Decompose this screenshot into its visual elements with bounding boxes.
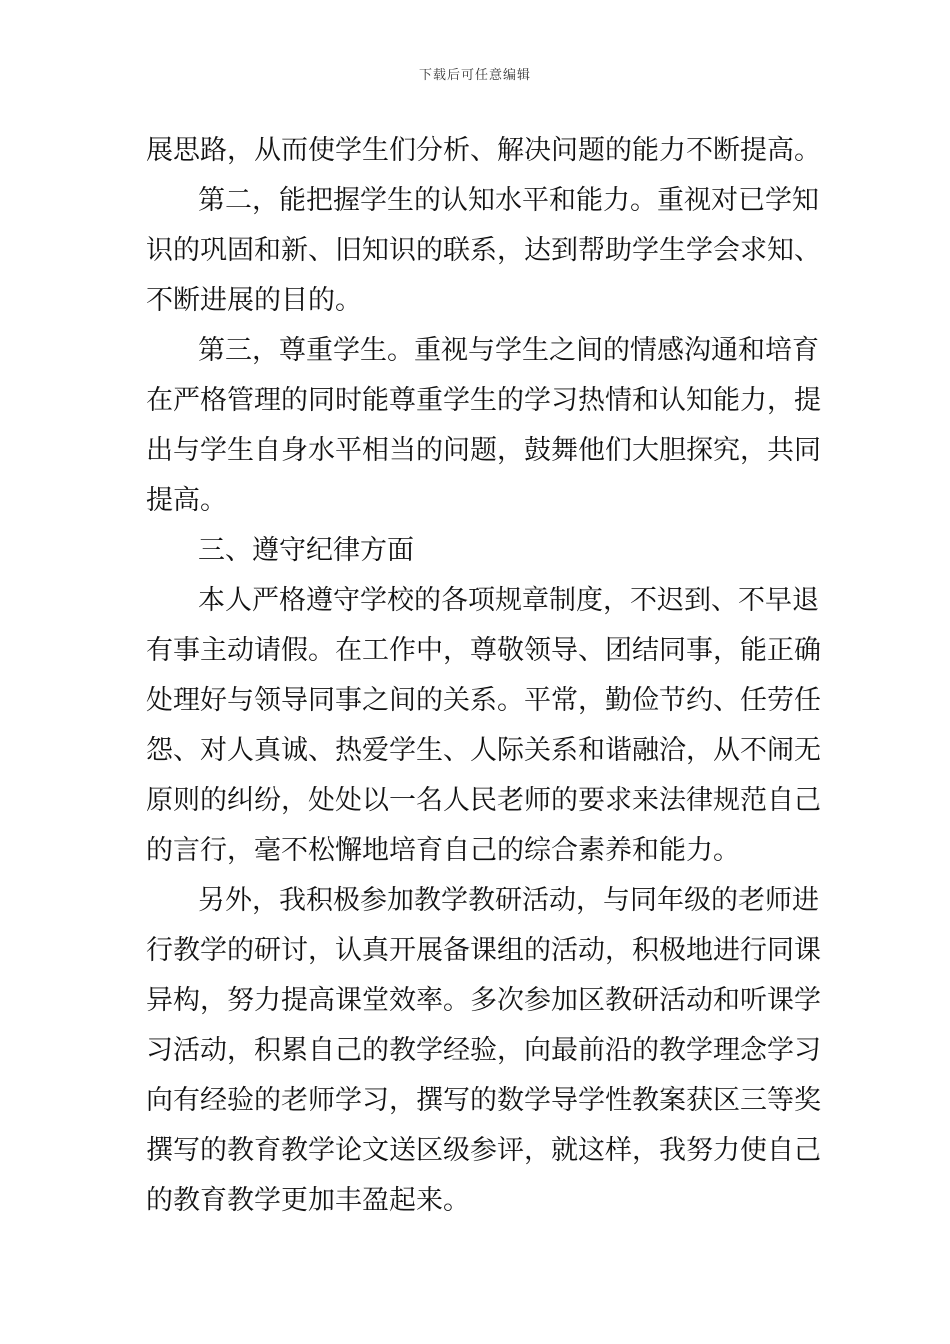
text-line: 撰写的教育教学论文送区级参评，就这样，我努力使自己 <box>146 1135 821 1166</box>
document-body <box>146 126 821 1226</box>
text-line: 处理好与领导同事之间的关系。平常，勤俭节约、任劳任 <box>146 685 821 716</box>
text-line: 第三，尊重学生。重视与学生之间的情感沟通和培育 <box>198 335 819 366</box>
text-line: 习活动，积累自己的教学经验，向最前沿的教学理念学习 <box>146 1035 821 1066</box>
text-line: 的教育教学更加丰盈起来。 <box>146 1185 470 1216</box>
text-line: 怨、对人真诚、热爱学生、人际关系和谐融洽，从不闹无 <box>146 735 821 766</box>
text-line: 在严格管理的同时能尊重学生的学习热情和认知能力，提 <box>146 385 821 416</box>
text-line: 展思路，从而使学生们分析、解决问题的能力不断提高。 <box>146 135 821 166</box>
section-heading: 三、遵守纪律方面 <box>198 535 414 566</box>
page-header: 下载后可任意编辑 <box>418 68 531 83</box>
text-line: 出与学生自身水平相当的问题，鼓舞他们大胆探究，共同 <box>146 435 821 466</box>
text-line: 识的巩固和新、旧知识的联系，达到帮助学生学会求知、 <box>146 235 821 266</box>
text-line: 有事主动请假。在工作中，尊敬领导、团结同事，能正确 <box>146 635 821 666</box>
text-line: 向有经验的老师学习，撰写的数学导学性教案获区三等奖 <box>146 1085 821 1116</box>
text-line: 提高。 <box>146 485 227 516</box>
text-line: 本人严格遵守学校的各项规章制度，不迟到、不早退 <box>198 585 819 616</box>
text-line: 行教学的研讨，认真开展备课组的活动，积极地进行同课 <box>146 935 821 966</box>
text-line: 原则的纠纷，处处以一名人民老师的要求来法律规范自己 <box>146 785 821 816</box>
text-line: 另外，我积极参加教学教研活动，与同年级的老师进 <box>198 885 819 916</box>
text-line: 的言行，毫不松懈地培育自己的综合素养和能力。 <box>146 835 740 866</box>
text-line: 第二，能把握学生的认知水平和能力。重视对已学知 <box>198 185 819 216</box>
text-line: 异构，努力提高课堂效率。多次参加区教研活动和听课学 <box>146 985 821 1016</box>
text-line: 不断进展的目的。 <box>146 285 362 316</box>
